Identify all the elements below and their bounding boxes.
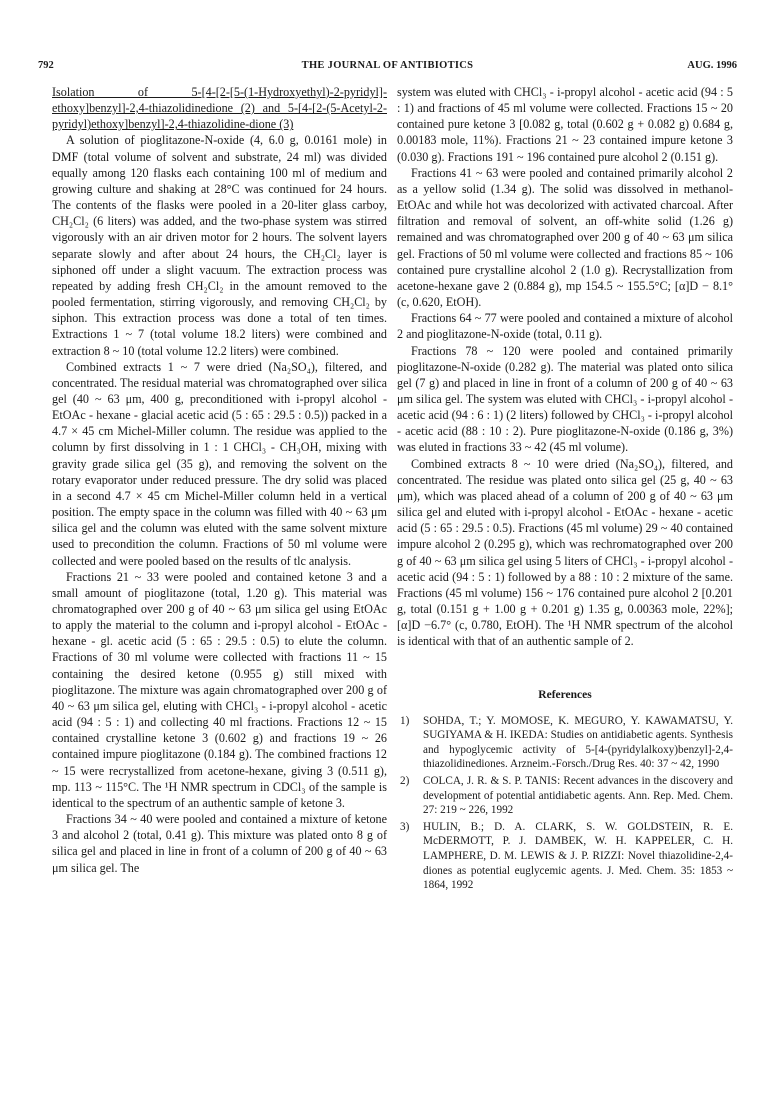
page-number: 792 [38,60,54,71]
issue-date: AUG. 1996 [687,60,737,71]
reference-text: HULIN, B.; D. A. CLARK, S. W. GOLDSTEIN, R. E. McDERMOTT, P. J. DAMBEK, W. H. KAPPELER, C. H. LAMPHERE, D. M. LEWIS & J. P. RIZZI: Novel thiazolidine-2,4-diones as potential euglycemic agents. J. Med. Chem. 35: 1853 ~ 1864, 1992 [423,820,733,892]
reference-list [397,714,733,893]
reference-number: 2) [400,775,410,787]
paragraph: Fractions 41 ~ 63 were pooled and contained primarily alcohol 2 as a yellow solid (1.34 g). The solid was dissolved in methanol-EtOAc and while hot was decolorized with activated charcoal. After filtration and removal of solvent, an off-white solid (1.26 g) remained and was chromatographed over 200 g of 40 ~ 63 μm silica gel. Fractions of 50 ml volume were collected and fractions 85 ~ 106 contained pure crystalline alcohol 2 (1.0 g). Recrystallization from acetone-hexane gave 2 (0.884 g), mp 154.5 ~ 155.5°C; [α]D − 8.1° (c, 0.620, EtOH). [397,165,733,310]
reference-item [397,774,733,818]
paragraph: Fractions 64 ~ 77 were pooled and contained a mixture of alcohol 2 and pioglitazone-N-oxide (total, 0.11 g). [397,311,733,342]
paragraph: Fractions 34 ~ 40 were pooled and contained a mixture of ketone 3 and alcohol 2 (total, 0.41 g). This mixture was plated onto 8 g of silica gel and placed in line in front of a column of 200 g of 40 ~ 63 μm silica gel. The [52,812,387,875]
right-column [397,84,733,895]
references-heading: References [538,689,592,702]
paragraph: Fractions 78 ~ 120 were pooled and contained primarily pioglitazone-N-oxide (0.282 g). The material was plated onto silica gel (7 g) and placed in line in front of a column of 200 g of 40 ~ 63 μm silica gel. The system was eluted with CHCl₃ - i-propyl alcohol - acetic acid (94 : 6 : 1) (2 liters) followed by CHCl₃ - i-propyl alcohol - acetic acid (88 : 10 : 2). Pure pioglitazone-N-oxide (0.186 g, 3%) was eluted in fractions 33 ~ 42 (45 ml volume). [397,343,733,455]
paragraph: Combined extracts 1 ~ 7 were dried (Na₂SO₄), filtered, and concentrated. The residual material was chromatographed over silica gel (40 ~ 63 μm, 400 g, preconditioned with i-propyl alcohol - EtOAc - hexane - glacial acetic acid (5 : 65 : 29.5 : 0.5)) packed in a 4.7 × 45 cm Michel-Miller column. The residue was applied to the column by first dissolving in 1 : 1 CHCl₃ - CH₃OH, mixing with gravity grade silica gel (35 g), and removing the solvent on the rotary evaporator under reduced pressure. The dry solid was placed in a second 4.7 × 45 cm Michel-Miller column held in a vertical position. The empty space in the column was filled with 40 ~ 63 μm silica gel and the column was eluted with the same solvent mixture used to precondition the column. Fractions of 50 ml volume were collected and were pooled based on the results of tlc analysis. [52,359,387,568]
paragraph: Fractions 21 ~ 33 were pooled and contained ketone 3 and a small amount of pioglitazone (total, 1.20 g). This material was chromatographed over 200 g of 40 ~ 63 μm silica gel using EtOAc to apply the material to the column and i-propyl alcohol - EtOAc - hexane - gl. acetic acid (5 : 65 : 29.5 : 0.5) to elute the column. Fractions of 30 ml volume were collected with fractions 11 ~ 15 containing the desired ketone (0.955 g) still mixed with pioglitazone. The mixture was again chromatographed over 200 g of 40 ~ 63 μm silica gel, eluting with CHCl₃ - i-propyl alcohol - acetic acid (94 : 5 : 1) and collecting 40 ml fractions. Fractions 12 ~ 15 contained crystalline ketone 3 (0.602 g) and fractions 19 ~ 26 contained impure pioglitazone (0.184 g). The combined fractions 12 ~ 15 were recrystallized from acetone-hexane, giving 3 (0.511 g), mp. 113 ~ 115°C. The ¹H NMR spectrum in CDCl₃ of the sample is identical to the spectrum of an authentic sample of ketone 3. [52,569,387,810]
paragraph: A solution of pioglitazone-N-oxide (4, 6.0 g, 0.0161 mole) in DMF (total volume of solvent and substrate, 24 ml) was divided equally among 120 flasks each containing 100 ml of medium and growing culture and shaking at 28°C was continued for 24 hours. The contents of the flasks were pooled in a 20-liter glass carboy, CH₂Cl₂ (6 liters) was added, and the two-phase system was stirred vigorously with an air driven motor for 2 hours. The solvent layers separate slowly and after about 24 hours, the CH₂Cl₂ layer is siphoned off under a slight vacuum. The extraction process was repeated by adding fresh CH₂Cl₂ in the amount removed to the pooled fermentation, stirring vigorously, and removing CH₂Cl₂ by siphon. This extraction process was done a total of ten times. Extractions 1 ~ 7 (total volume 18.2 liters) were combined and extraction 8 ~ 10 (total volume 12.2 liters) were combined. [52,133,387,358]
reference-text: SOHDA, T.; Y. MOMOSE, K. MEGURO, Y. KAWAMATSU, Y. SUGIYAMA & H. IKEDA: Studies on antidiabetic agents. Synthesis and hypoglycemic activity of 5-[4-(pyridylalkoxy)benzyl]-2,4-thiazolidinediones. Arzneim.-Forsch./Drug Res. 40: 37 ~ 42, 1990 [423,714,733,771]
section-title: Isolation of 5-[4-[2-[5-(1-Hydroxyethyl)-2-pyridyl]-ethoxy]benzyl]-2,4-thiazolidinedione (2) and 5-[4-[2-(5-Acetyl-2-pyridyl)ethoxy]benzyl]-2,4-thiazolidine-dione (3) [52,85,387,132]
reference-number: 3) [400,820,410,833]
paragraph: system was eluted with CHCl₃ - i-propyl alcohol - acetic acid (94 : 5 : 1) and fractions of 45 ml volume were collected. Fractions 15 ~ 20 contained pure ketone 3 [0.082 g, total (0.602 g + 0.082 g) 0.684 g, 0.00183 mole, 11%). Fractions 21 ~ 23 contained impure ketone 3 (0.030 g). Fractions 191 ~ 196 contained pure alcohol 2 (0.151 g). [397,85,733,164]
reference-text: COLCA, J. R. & S. P. TANIS: Recent advances in the discovery and development of potential antidiabetic agents. Ann. Rep. Med. Chem. 27: 219 ~ 226, 1992 [423,775,733,817]
reference-item [397,714,733,772]
running-header [38,60,737,76]
left-column [52,84,387,876]
reference-number: 1) [400,714,410,727]
paragraph: Combined extracts 8 ~ 10 were dried (Na₂SO₄), filtered, and concentrated. The residue was plated onto silica gel (25 g, 40 ~ 63 μm), which was placed ahead of a column of 200 g of 40 ~ 63 μm silica gel and eluted with i-propyl alcohol - EtOAc - hexane - acetic acid (5 : 65 : 29.5 : 0.5). Fractions (45 ml volume) 29 ~ 40 contained impure alcohol 2 (0.295 g), which was rechromatographed over 200 g of 40 ~ 63 μm silica gel using 5 liters of CHCl₃ - i-propyl alcohol - acetic acid (94 : 5 : 1) followed by a 88 : 10 : 2 mixture of the same. Fractions (45 ml volume) 156 ~ 176 contained pure alcohol 2 [0.201 g, total (0.151 g + 1.00 g + 0.201 g) 1.35 g, 0.00363 mole, 22%]; [α]D −6.7° (c, 0.780, EtOH). The ¹H NMR spectrum of the alcohol is identical with that of an authentic sample of 2. [397,456,733,649]
reference-item [397,820,733,893]
journal-title: THE JOURNAL OF ANTIBIOTICS [301,60,474,71]
